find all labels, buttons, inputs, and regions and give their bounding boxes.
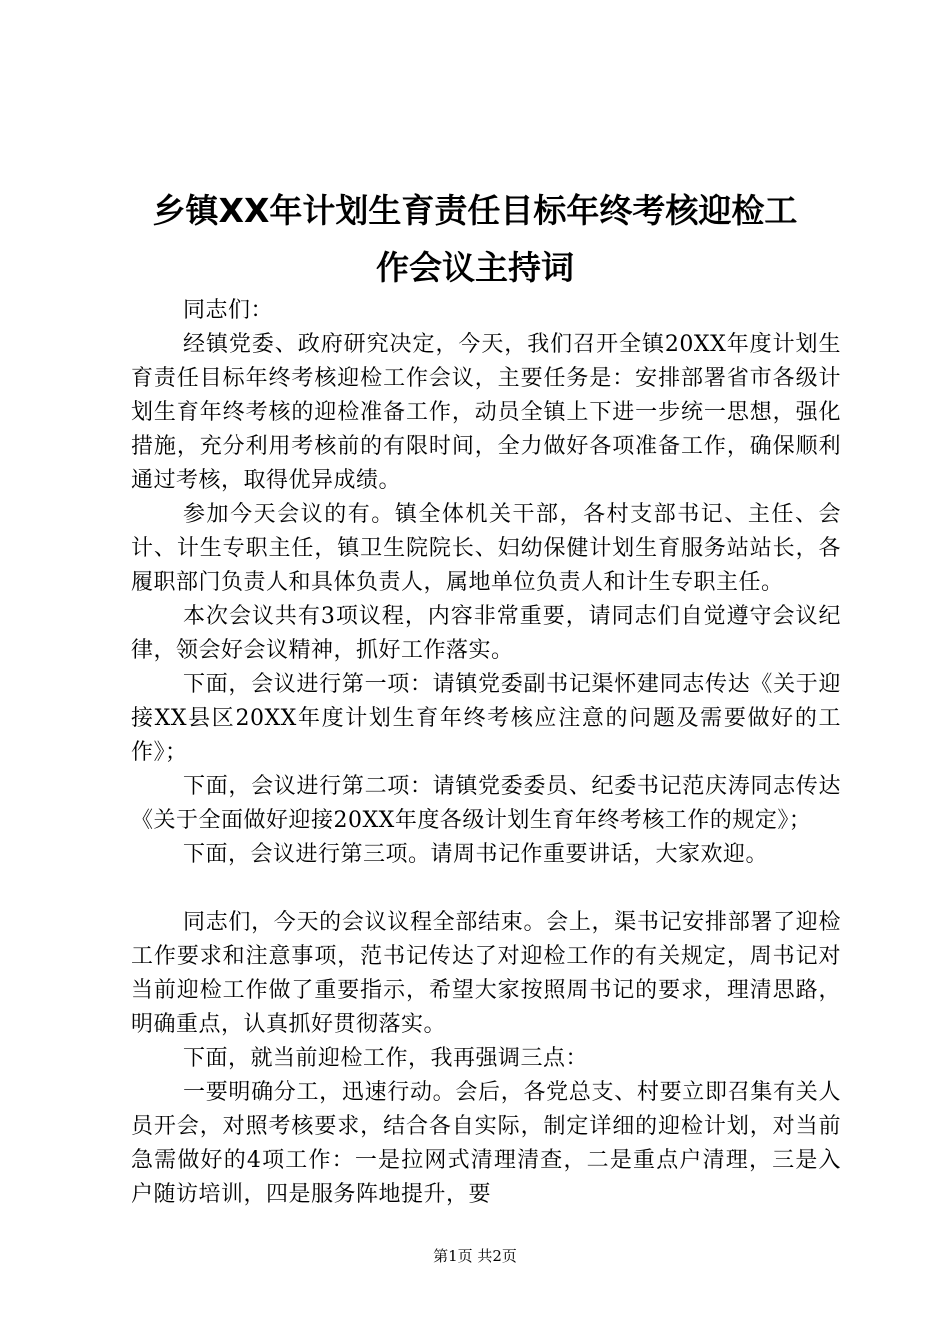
document-body [131,294,841,1212]
paragraph-summary: 同志们，今天的会议议程全部结束。会上，渠书记安排部署了迎检工作要求和注意事项，范书记传达了对迎检工作的有关规定，周书记对当前迎检工作做了重要指示，希望大家按照周书记的要求，理清思路，明确重点，认真抓好贯彻落实。 [131,910,841,1037]
document-title-line-2: 作会议主持词 [376,248,574,287]
paragraph-point-1: 一要明确分工，迅速行动。会后，各党总支、村要立即召集有关人员开会，对照考核要求，结合各自实际，制定详细的迎检计划，对当前急需做好的4项工作：一是拉网式清理清查，二是重点户清理，三是入户随访培训，四是服务阵地提升，要 [131,1080,841,1207]
paragraph-agenda-item-1: 下面，会议进行第一项：请镇党委副书记渠怀建同志传达《关于迎接XX县区20XX年度计划生育年终考核应注意的问题及需要做好的工作》； [131,672,841,765]
document-title-line-1: 乡镇XX年计划生育责任目标年终考核迎检工 [152,191,798,230]
page-footer: 第1页 共2页 [433,1247,517,1265]
paragraph-agenda-item-2: 下面，会议进行第二项：请镇党委委员、纪委书记范庆涛同志传达《关于全面做好迎接20XX年度各级计划生育年终考核工作的规定》； [131,774,841,833]
paragraph-attendees: 参加今天会议的有。镇全体机关干部，各村支部书记、主任、会计、计生专职主任，镇卫生院院长、妇幼保健计划生育服务站站长，各履职部门负责人和具体负责人，属地单位负责人和计生专职主任。 [131,502,841,595]
paragraph-agenda-overview: 本次会议共有3项议程，内容非常重要，请同志们自觉遵守会议纪律，领会好会议精神，抓好工作落实。 [131,604,841,663]
paragraph-emphasis-intro: 下面，就当前迎检工作，我再强调三点： [183,1046,589,1071]
paragraph-purpose: 经镇党委、政府研究决定，今天，我们召开全镇20XX年度计划生育责任目标年终考核迎检工作会议，主要任务是：安排部署省市各级计划生育年终考核的迎检准备工作，动员全镇上下进一步统一思想，强化措施，充分利用考核前的有限时间，全力做好各项准备工作，确保顺利通过考核，取得优异成绩。 [131,332,841,493]
paragraph-salutation: 同志们： [183,298,274,323]
paragraph-agenda-item-3: 下面，会议进行第三项。请周书记作重要讲话，大家欢迎。 [183,842,769,867]
paragraph-spacer [131,872,841,906]
